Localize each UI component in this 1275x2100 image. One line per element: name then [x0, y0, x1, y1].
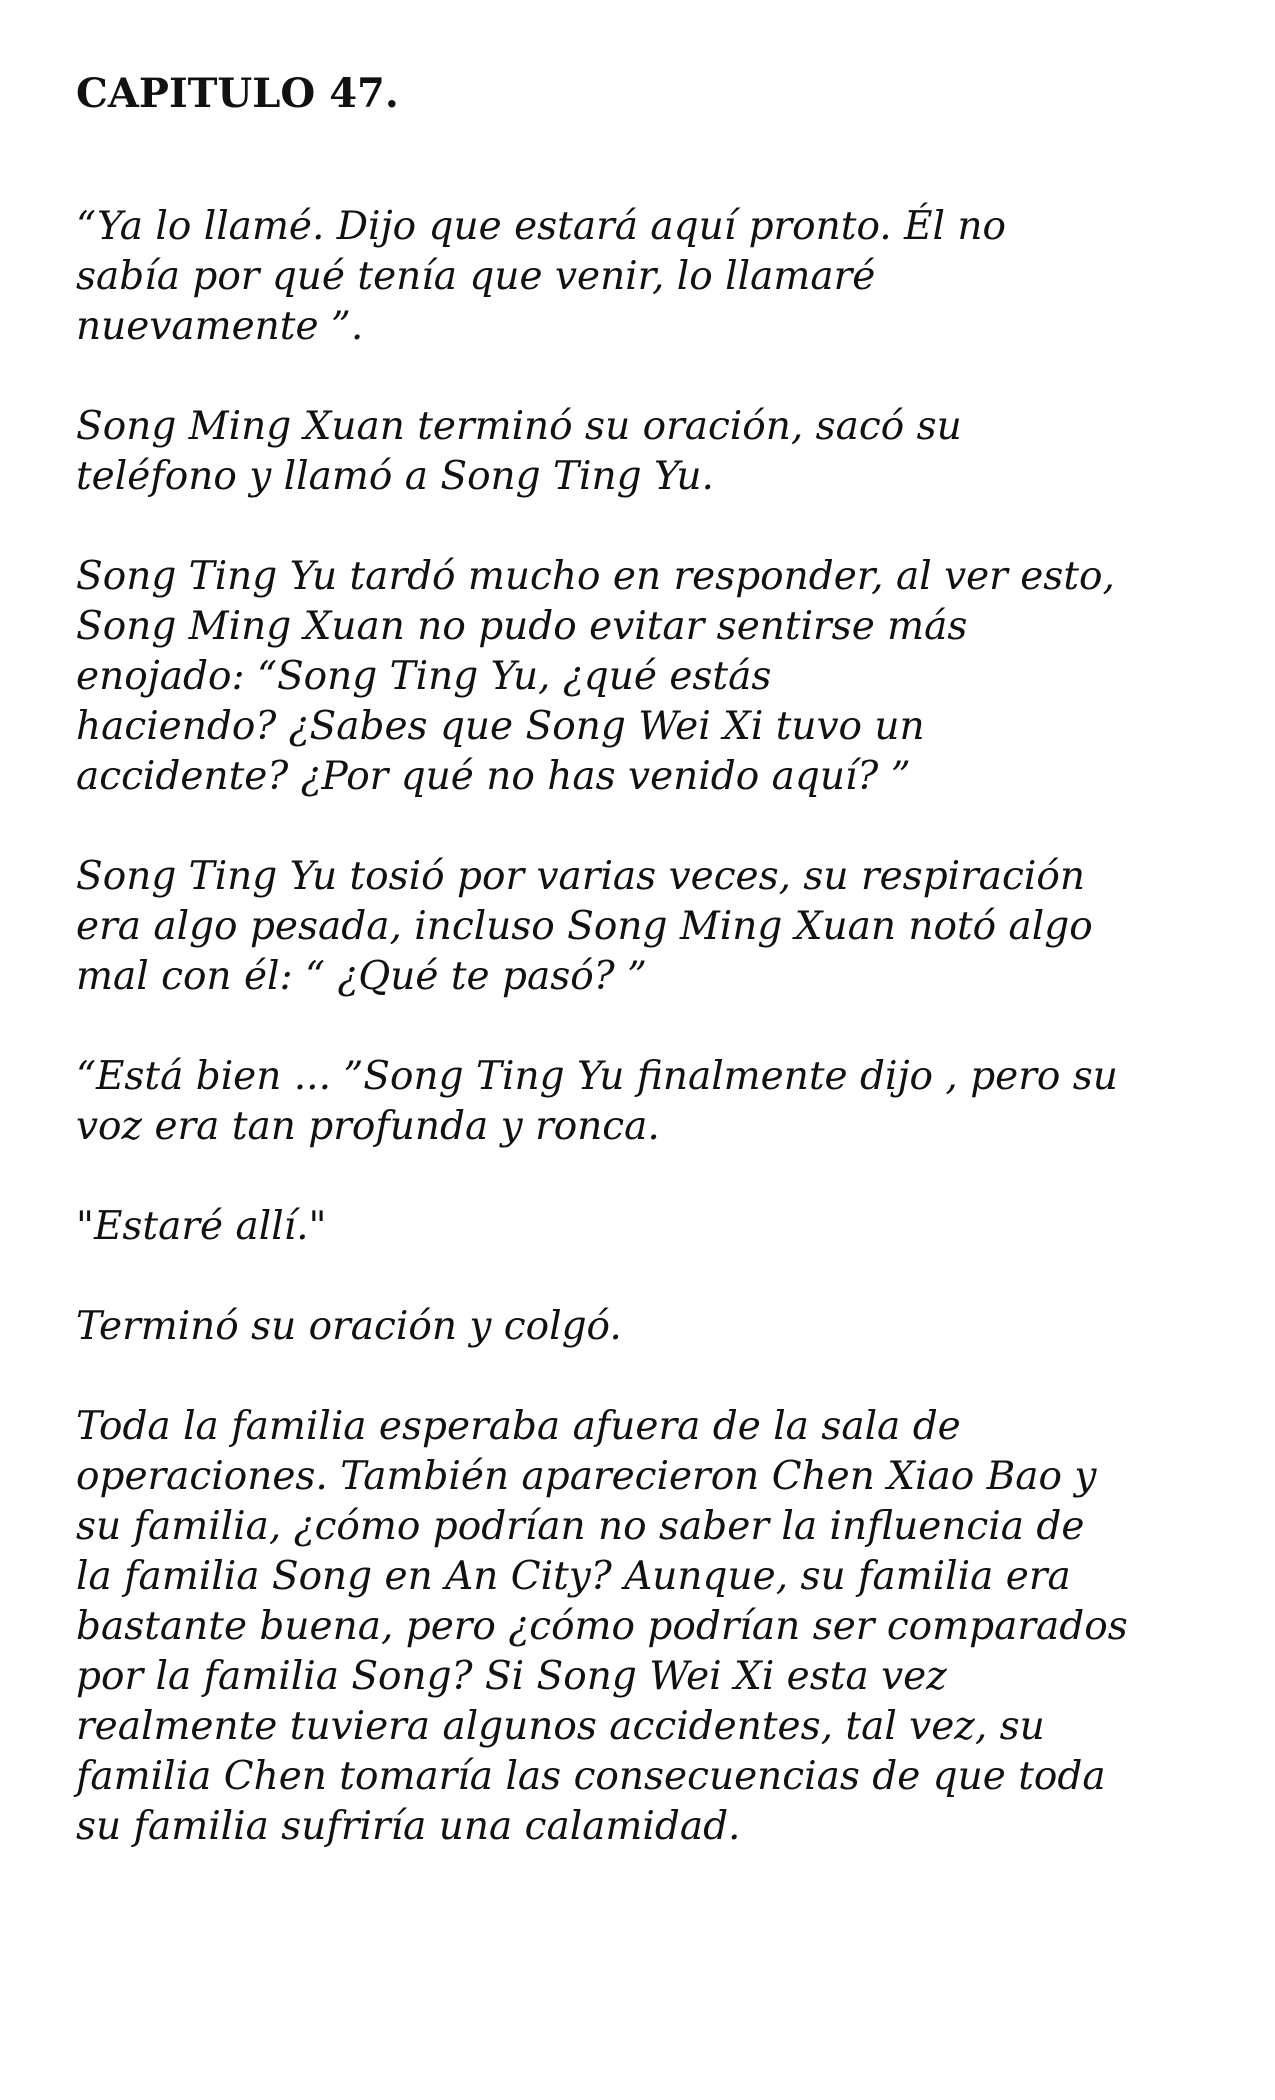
paragraph-line: “Está bien ... ”Song Ting Yu finalmente dijo , pero su: [76, 1054, 1118, 1099]
paragraph-8: [76, 1402, 1226, 1852]
paragraph-line: Song Ming Xuan terminó su oración, sacó su: [76, 404, 962, 449]
paragraph-line: por la familia Song? Si Song Wei Xi esta vez: [76, 1654, 947, 1699]
paragraph-7: [76, 1302, 1226, 1352]
paragraph-3: [76, 552, 1226, 802]
paragraph-line: su familia sufriría una calamidad.: [76, 1804, 741, 1849]
paragraph-line: Song Ting Yu tardó mucho en responder, al ver esto,: [76, 554, 1115, 599]
paragraph-6: [76, 1202, 1226, 1252]
paragraph-5: [76, 1052, 1226, 1152]
document-page: [76, 70, 1226, 1902]
paragraph-line: “Ya lo llamé. Dijo que estará aquí pronto. Él no: [76, 204, 1006, 249]
paragraph-line: nuevamente ”.: [76, 304, 364, 349]
paragraph-1: [76, 202, 1226, 352]
paragraph-line: teléfono y llamó a Song Ting Yu.: [76, 454, 714, 499]
paragraph-line: la familia Song en An City? Aunque, su familia era: [76, 1554, 1071, 1599]
paragraph-line: mal con él: “ ¿Qué te pasó? ”: [76, 954, 647, 999]
paragraph-2: [76, 402, 1226, 502]
paragraph-line: haciendo? ¿Sabes que Song Wei Xi tuvo un: [76, 704, 925, 749]
paragraph-line: Toda la familia esperaba afuera de la sala de: [76, 1404, 961, 1449]
paragraph-line: voz era tan profunda y ronca.: [76, 1104, 660, 1149]
paragraph-line: familia Chen tomaría las consecuencias de que toda: [76, 1754, 1106, 1799]
paragraph-line: sabía por qué tenía que venir, lo llamaré: [76, 254, 876, 299]
paragraph-line: Song Ting Yu tosió por varias veces, su respiración: [76, 854, 1085, 899]
paragraph-line: "Estaré allí.": [76, 1204, 327, 1249]
paragraph-line: Terminó su oración y colgó.: [76, 1304, 622, 1349]
paragraph-line: Song Ming Xuan no pudo evitar sentirse más: [76, 604, 968, 649]
paragraph-line: enojado: “Song Ting Yu, ¿qué estás: [76, 654, 772, 699]
paragraph-line: su familia, ¿cómo podrían no saber la influencia de: [76, 1504, 1085, 1549]
paragraph-line: bastante buena, pero ¿cómo podrían ser comparados: [76, 1604, 1128, 1649]
paragraph-4: [76, 852, 1226, 1002]
paragraph-line: era algo pesada, incluso Song Ming Xuan notó algo: [76, 904, 1093, 949]
paragraph-line: realmente tuviera algunos accidentes, tal vez, su: [76, 1704, 1045, 1749]
chapter-title: CAPITULO 47.: [76, 70, 399, 117]
paragraph-line: accidente? ¿Por qué no has venido aquí? ”: [76, 754, 911, 799]
paragraph-line: operaciones. También aparecieron Chen Xiao Bao y: [76, 1454, 1097, 1499]
